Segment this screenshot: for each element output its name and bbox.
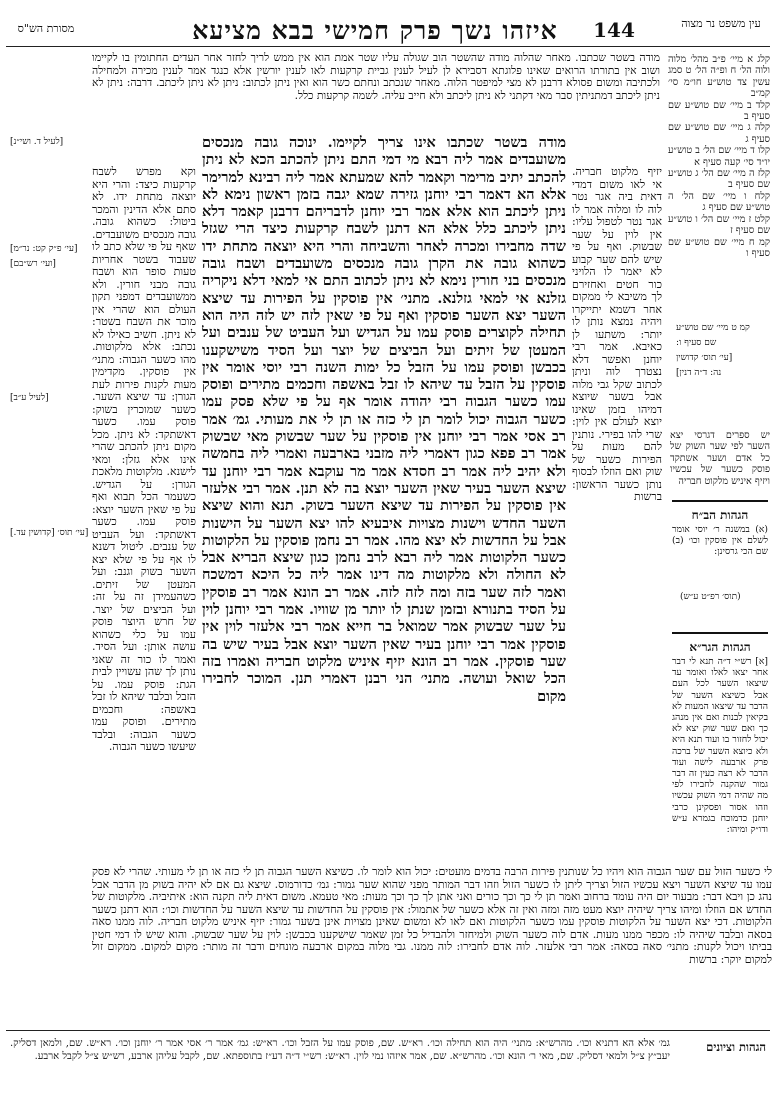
footer-label: הגהות וציונים (706, 1040, 766, 1054)
haghot-habach-title: הגהות הב״ח (691, 508, 749, 522)
page-title: איזהו נשך פרק חמישי בבא מציעא (192, 16, 558, 45)
ein-mishpat-item: קלד ב מיי׳ שם טוש״ע שם סעיף ב (668, 99, 770, 123)
header-rule (6, 46, 770, 47)
mesorat-ref: [לעיל ע״ב] (10, 393, 49, 403)
ein-mishpat-item: קלה ג מיי׳ שם טוש״ע שם סעיף ג (668, 122, 770, 145)
mesorat-ref: [עי׳ תוס׳ [קדושין עד.] (10, 528, 89, 538)
ein-mishpat-ref: נה: ד״ה דנין] (676, 368, 722, 378)
ein-mishpat-item: קמ ח מיי׳ שם טוש״ע שם סעיף ו (668, 236, 770, 259)
rashi-left: וקא מפרש לשבח קרקעות כיצד: והרי היא יוצאה מתחת ידו. לא סתם אלא הדינין והמכר ביטול: כשהוא גובה. גובה מנכסים משועבדים. שאף על פי שלא כתב לו שעבוד בשטר אחריות טעות סופר הוא ושבח גובה מבני חורין. ולא ממשועבדים דמפני תקון העולם הוא שהרי אין מוכר את השבח בשטר: לא ניתן. חשיב כאילו לא נכתב: אלא מלקוטות. מהו כשער הגבוה: מתני׳ אין פוסקין. מקדימין מעות לקנות פירות לעת הגורן: עד שיצא השער. כשער שמוכרין בשוק: פוסק עמו. כשער דאשתקד: לא ניתן. מכל מקום ניתן להכתב שהרי אינו אלא גזלן: ומאי לישנא. מלקוטות מלאכת הגורן: על הגדיש. כשעמר הכל תבוא ואף על פי שאין השער יוצא: פוסק עמו. כשער דאשתקד: ועל העביט של ענבים. ליטול דשנא לו אף על פי שלא יצא השער בשוק וגנב: ועל המעטן של זיתים. כשהעמידן זה על זה: ועל הביצים של יוצר. של חרש היוצר פוסק עמו על כלי כשהוא עושה אותן: ועל הסיד. ואמר לו כור זה שאני נותן לך שהן עשויין לבית הגת: פוסק עמו. על הזבל ובלבד שיהא לו זבל באשפה: וחכמים מתירים. ופוסק עמו כשער הגבוה: ובלבד שיעשו כשער הגבוה. (92, 166, 196, 753)
mesorat-ref: [ועי׳ רש״בם] (10, 259, 56, 269)
rashi-right: יזיף מלקוט חבריה. אי לאו משום דמדי דאית ביה אגר נטר לוה לו ומלוה אמר לו אגר נטר לטפול עליו: אין לוין על שער שבשוק. ואף על פי שיש להם שער קבוע לא יאמר לו הלויני כור חטים ואחזירם לך משיבא לי ממקום אחר דשמא יתייקרו ויהיה נמצא נותן לו יותר: משתעו לן כאיבא. אמר רבי יוחנן ואפשר דלא נצטרך לוה וניתן לכתוב שקל גבי מלוה אבל בשער שיוצא דמיהו בזמן שאינו יוצא לעולם אין לוין: שרי להו בפירי. נותנין להם מעות על הפירות כשער של שוק ואם הוזלו לבסוף נותן כשער הראשון: ברשות (572, 166, 662, 503)
haghot-habach-text: (א) במשנה ר׳ יוסי אומר לשלם אין פוסקין וכו׳ (ב) שם הכי גרסינן: (672, 524, 768, 558)
rashi-bottom: לי כשער הזול עם שער הגבוה הוא ויהיו כל שנותנין פירות הרבה בדמים מועטים: יכול הוא לומר לו. כשיצא השער הגבוה תן לי כזה או תן לי מעותי. שהרי לא פסק עמו עד שיצא השער ויצא עכשיו הזול וצריך ליתן לו כשער הזול וזהו דבר המותר מפני שהוא שער גמור: גמ׳ כדורמוס. שיצא גם אם לא יהיה בשוק מן הדבר אבל נהג כן ויבא דבר: מבעוד יום היה עומד ברחוב ואמר תן לי כך וכך כורים ואני אתן לך כך וכך מעות: מאי טעמא. משום דאית ליה תקנה הוא: איתיביה. מלקוטות של החדש אם הוזלו ומיהו צריך שיהיה יוצא מעט מזה ומזה ואין זה אלא כשער של אתמול: אין פוסקין על החדשות עד שיצא השער על החדשות וכו׳: הוא דתנן כשער הלקוטות. דכי יצא השער על הלקוטות פוסקין עמו כשער הלקוטות ואם לאו לא ומשום שאינן מצויות אינן בשער גמור: יזיף איניש מלקוט חבריה. לוה ממנו סאה בסאה ובלבד שיהיה לו: מכפר ממנו מעות. אדם לוה כשער השוק ולמיחזר ולהבדיל כל זמן שאמר שישקענו בכבשן: לוין על שער שבשוק. והוא שיש לו דמי חטין בביתו ויכול לקנות: מתני׳ סאה בסאה: אמר רבי אלעזר. לוה אדם לחבירו: לוה ממנו. גבי מלוה במקום ארבעה מונחים ודבר זה מותר: מקום למקום. ממקום זול למקום יוקר: ברשות (92, 866, 772, 966)
mesorat-ref: [עי׳ פ״ק קט: נר״מ] (10, 244, 78, 254)
footer-text: גמ׳ אלא הא דתניא וכו׳. מהרש״א: מתני׳ היה הוא תחילה וכו׳. רא״ש. שם, פוסק עמו על הזבל וכו׳. רא״ש: גמ׳ אמר ר׳ אסי אמר ר׳ יוחנן וכו׳. רא״ש. שם, ולמאן דסליק. יעב״ץ צ״ל ולמאי דסליק. שם, מאי ר׳ הונא וכו׳. מהרש״א. שם, אמר איזהו נמי לוין. רא״ש: רש״י ד״ה דע״ז בתוספתא. שם, לקבל עליהן ארבע, רש״ש צ״ל לקבל ארבע. (10, 1038, 670, 1062)
ornament-rule (672, 630, 768, 636)
ein-mishpat-item: קלח ו מיי׳ שם הל׳ ה טוש״ע שם סעיף ג (668, 190, 770, 214)
ein-mishpat-ref: [עי׳ תוס׳ קדושין (676, 353, 733, 363)
footer-rule (6, 1030, 770, 1031)
ein-mishpat-label: עין משפט נר מצוה (681, 17, 761, 30)
gemara-text: מודה בשטר שכתבו אינו צריך לקיימו. ינוכה גובה מנכסים משועבדים אמר ליה רבא מי דמי התם ניתן להכתב הכא לא ניתן להכתב יתיב מרימר וקאמר להא שמעתא אמר ליה רבינא למרימר אלא הא דאמר רבי יוחנן גזירה שמא יגבה בזמן ראשון נימא לא ניתן ליכתב הוא אלא אמר רבי יוחנן לדבריהם דרבנן קאמר דלא ניתן ליכתב כלל אלא הא דתנן לשבח קרקעות כיצד הרי שגזל שדה מחבירו ומכרה לאחר והשביחה והרי היא יוצאה מתחת ידו כשהוא גובה את הקרן גובה מנכסים משועבדים ושבח גובה מנכסים בני חורין נימא לא ניתן לכתוב התם אי למאי דלא ניקריה גזלנא אי למאי גזלנא. מתני׳ אין פוסקין על הפירות עד שיצא השער יצא השער פוסקין ואף על פי שאין לזה יש לזה היה הוא תחילה לקוצרים פוסק עמו על הגדיש ועל העביט של ענבים ועל המעטן של זיתים ועל הביצים של יוצר ועל הסיד משישקענו בכבשן ופוסק עמו על הזבל כל ימות השנה רבי יוסי אומר אין פוסקין על הזבל עד שיהא לו זבל באשפה וחכמים מתירים ופוסק עמו כשער הגבוה רבי יהודה אומר אף על פי שלא פסק עמו כשער הגבוה יכול לומר תן לי כזה או תן לי את מעותי. גמ׳ אמר רב אסי אמר רבי יוחנן אין פוסקין על שער שבשוק מאי שבשוק אמר רב פפא כגון דאמרי ליה מזבני בארבעה ואמרי ליה בחמשה ולא יהיב ליה אמר רב חסדא אמר מר עוקבא אמר רבי יוחנן עד שיצא השער בעיר שאין השער יוצא בה לא תנן. אמר רבי אלעזר אין פוסקין על הפירות עד שיצא השער בשוק. תנא והוא שיצא השער החדש וישנות מצויות איבעיא להו יצא השער על הישנות אבל על החדשות לא יצא מהו. אמר רב נחמן פוסקין על הלקוטות כשער הלקוטות אמר ליה רבא לרב נחמן כגון שיצא הבריא אבל לא החולה ולא מלקוטות מה דינו אמר ליה כל היכא דמשכח ואמר לזה שער בזה ומה לזה לזה. אמר רב הונא אמר רב פוסקין על הסיד בתנורא ובזמן שנתן לו יותר מן שוויו. אמר רבי יוחנן לוין על שער שבשוק אמר שמואל בר חייא אמר רבי אלעזר לוין אין פוסקין אמר רבי יוחנן בעיר שאין השער יוצא אבל בעיר שיש בה שער פוסקין. אמר רב הונא יזיף איניש מלקוט חבריה ואמרו בזה הכל שואל ועושה. מתני׳ הני רבנן דאמרי תנן. המוכר לחבירו מקום (202, 134, 566, 705)
margin-note-right: יש ספרים דגרסי יצא השער לפי שער השוק של כל אדם ושער אשתקד פוסק כשער של עכשיו ויזיף איניש מלקוט חבריה (670, 430, 770, 487)
ein-mishpat-item: קלג א מיי׳ פ״ב מהל׳ מלוה ולוה הל׳ ח ופ״ה הל׳ ט סמג עשין צד טוש״ע חו״מ סי׳ קמ״ב (668, 54, 770, 100)
ein-mishpat-item: קלו ד מיי׳ שם הל׳ ב טוש״ע יו״ד סי׳ קעה סעיף א (668, 145, 770, 168)
tosafot-top: מודה בשטר שכתבו. מאחר שהלוה מודה שהשטר הוב שגולה עליו שטר אמת הוא אין ממש לריך לחזר אחר העדים החתומין בו לקיימו ושוב אין בתורתו הרואים שאינו פלוגתא דסבירא לן לעיל לענין גביית קרקעות לאו לענין יורשין אלא כנגד אמר לענין מכירה ולמחילה ולכתיבה ומשום פסולא דרבנן לא מצי למיפטר הלוה. מאחר שנכתב ונחתם כשר הוא ואין ניתן לכתוב: ניתן לא ניתן ליכתב. דרבה: ניתן לא ניתן ליכתב דמתניתין סבר מאי דקתני לא ניתן ליכתב ולא חייב עליה. לשמה קרקעות כלל. (92, 52, 660, 102)
haghot-habach-ref: (תוס׳ רפ״ט ע״ש) (680, 592, 741, 602)
page-number: 144 (593, 18, 635, 42)
ein-mishpat-item: קלט ז מיי׳ שם הל׳ ו טוש״ע שם סעיף ז (668, 213, 770, 237)
ein-mishpat-ref: קמ ט מיי׳ שם טוש״ע (676, 323, 750, 333)
haghot-hagra-title: הגהות הגר״א (689, 640, 751, 654)
mesorat-ref: [לעיל ד. ושי״נ] (10, 137, 64, 147)
ein-mishpat-item: קלז ה מיי׳ שם הל׳ ג טוש״ע שם סעיף ב (668, 168, 770, 191)
ornament-rule (672, 498, 768, 504)
haghot-hagra-text: [א] רש״י ד״ה תנא לי דבר אחר יצאו לאלו ואומר עד שיצאו השער לכל העם אבל כשיצא השער של הדבר עד שיצאו המעות לא בקיאין לבנות ואם אין מנהג כך ואם שער שוק יצא לא יכול לחזור בו ועוד תנא היא ולא כיוצא השער של ברכה פרק ארבעה לישה ועוד הדבר לא רצה כעין זה דבר גמור שהקנה לחבירו לפי מה שהיה דמי השוק עכשיו וזהו אסור ופסקינן כרבי יוחנן כדמוכח בגמרא ע״ש ודו״ק ומיהו: (672, 656, 768, 836)
mesorat-hashas-label: מסורת הש"ס (17, 22, 75, 35)
ein-mishpat-ref: שם סעיף ו: (676, 338, 717, 348)
